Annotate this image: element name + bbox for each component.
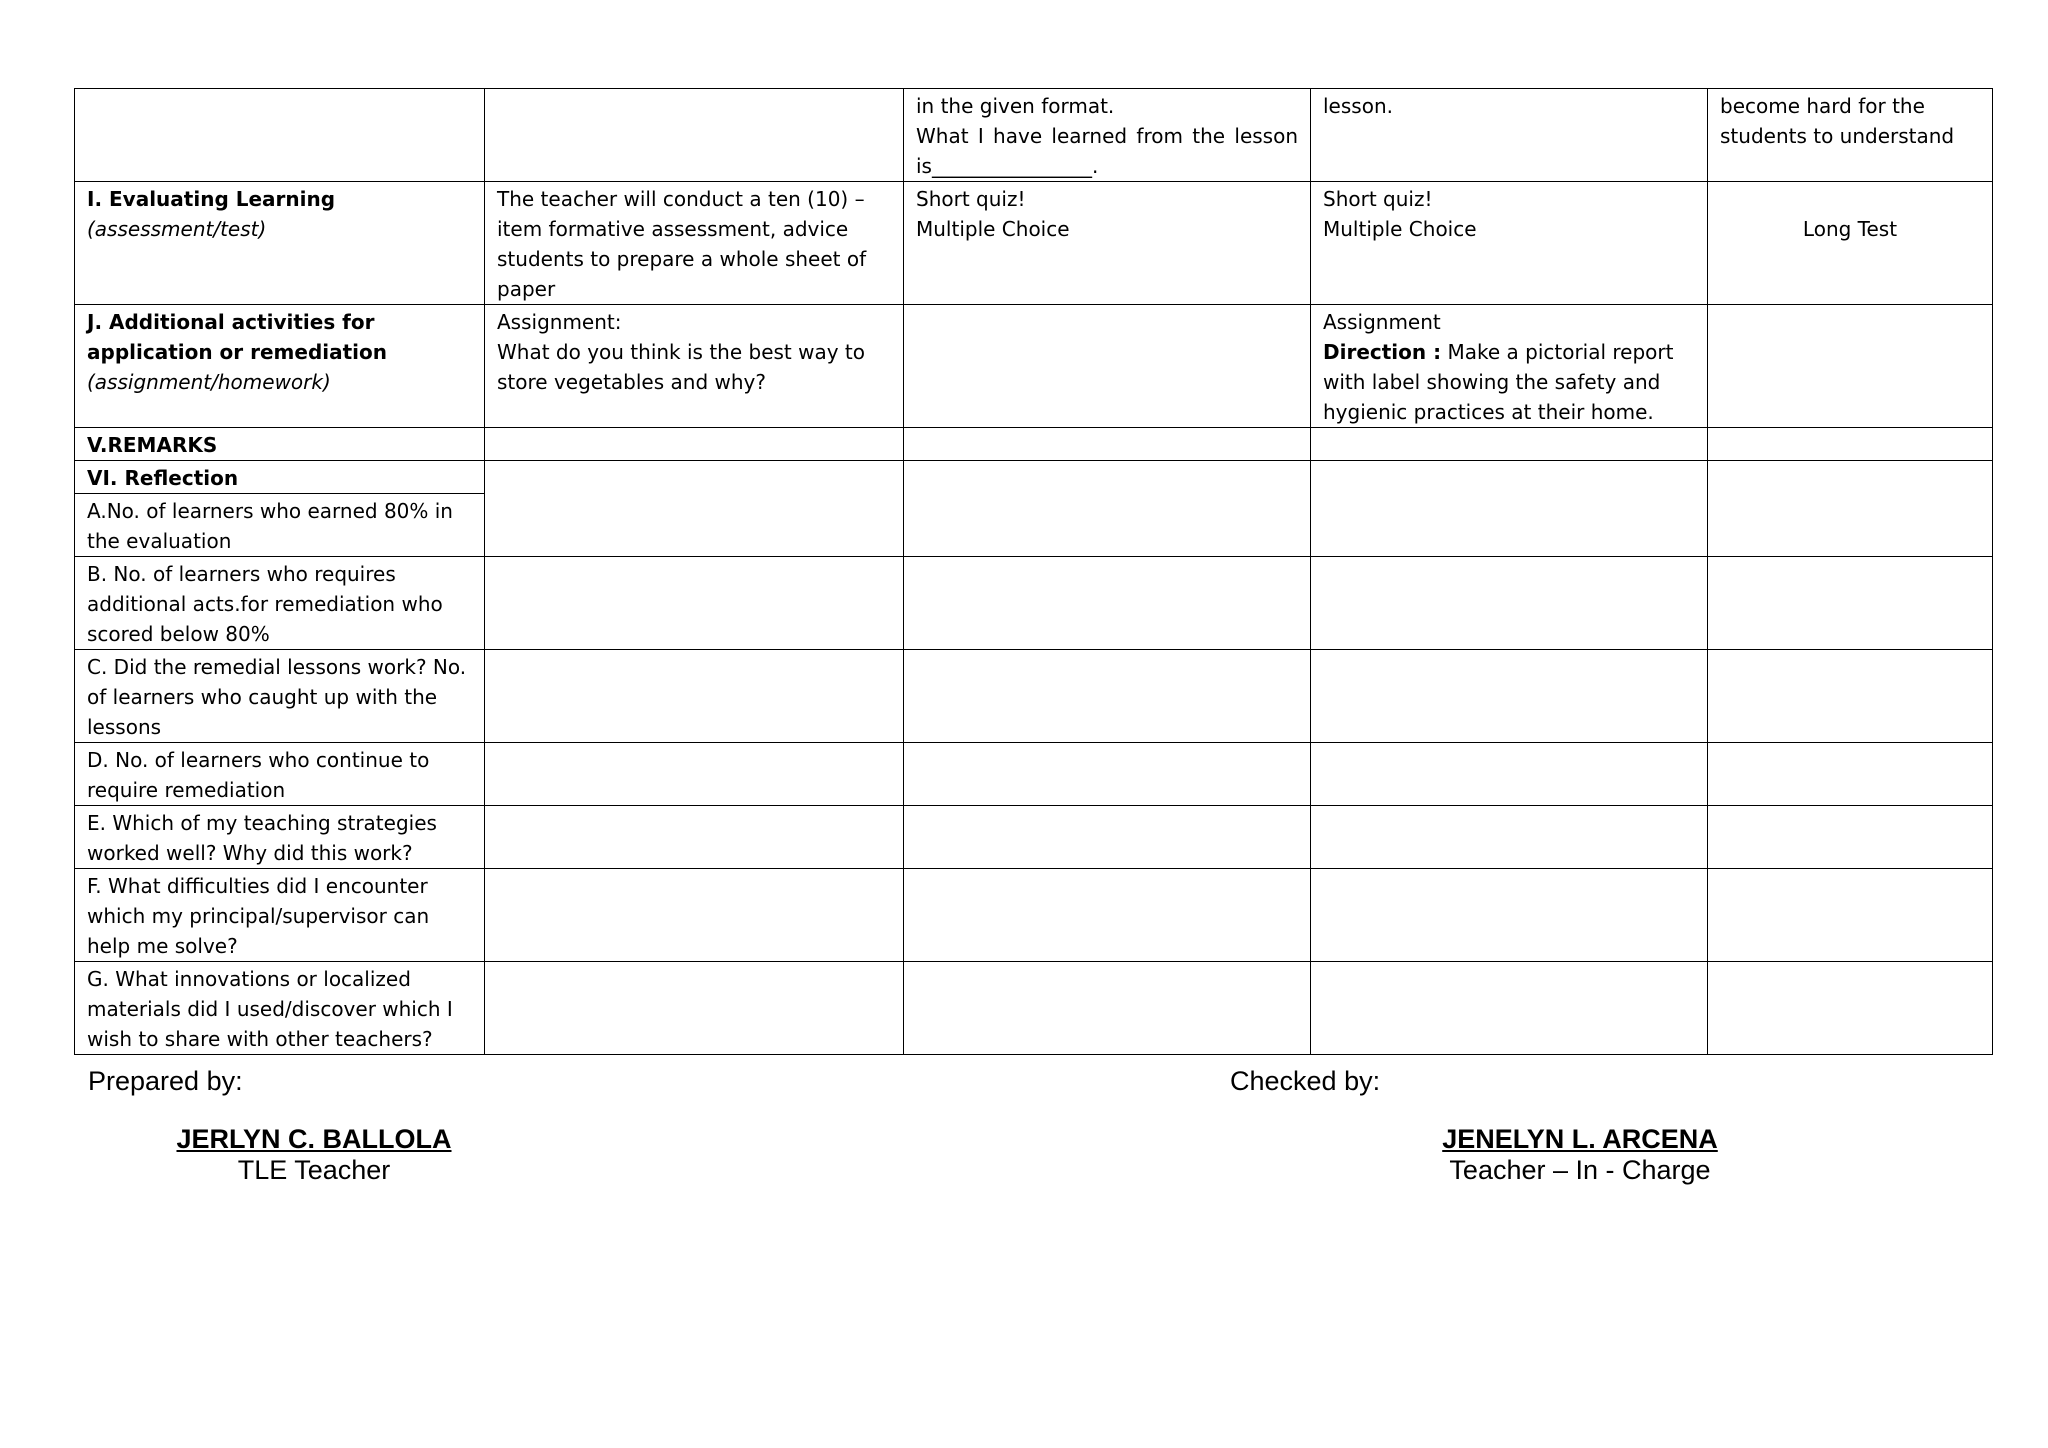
table-cell [1311,806,1708,869]
reflection-question: D. No. of learners who continue to require remediation [87,748,430,802]
remarks-row [75,428,1993,461]
table-cell [904,182,1311,305]
row-label-cell [75,557,485,650]
cell-text: Assignment [1323,310,1441,334]
table-cell [1311,461,1708,557]
table-cell [1708,650,1993,743]
cell-text: The teacher will conduct a ten (10) – item formative assessment, advice students to prepare a whole sheet of paper [497,187,867,301]
table-cell [904,869,1311,962]
cell-text: What I have learned from the lesson [916,124,1298,148]
reflection-row [75,962,1993,1055]
additional-activities-row [75,305,1993,428]
cell-text [1323,337,1695,427]
table-cell [904,806,1311,869]
row-label-cell [75,962,485,1055]
table-cell [485,806,904,869]
table-cell [904,428,1311,461]
table-cell [1311,743,1708,806]
table-cell [1708,461,1993,557]
row-label-cell [75,806,485,869]
checked-by-role: Teacher – In - Charge [1449,1155,1711,1185]
reflection-header-row [75,461,1993,494]
row-label-cell [75,650,485,743]
table-cell [485,89,904,182]
table-cell [1311,869,1708,962]
cell-text: is________________. [916,154,1099,178]
row-label-cell [75,743,485,806]
table-cell [904,650,1311,743]
table-cell [485,461,904,557]
table-cell [1311,650,1708,743]
cell-text: students to understand [1720,124,1955,148]
lesson-log-table [74,88,1993,1055]
direction-label: Direction : [1323,340,1442,364]
table-cell [904,89,1311,182]
prepared-by-name: JERLYN C. BALLOLA [176,1124,452,1154]
row-label: V.REMARKS [87,433,218,457]
table-cell [1708,89,1993,182]
reflection-row [75,806,1993,869]
row-label: VI. Reflection [87,466,239,490]
table-cell [485,869,904,962]
table-cell [1311,428,1708,461]
row-label-cell [75,428,485,461]
table-cell [1708,806,1993,869]
table-cell [904,461,1311,557]
reflection-question: C. Did the remedial lessons work? No. of learners who caught up with the lessons [87,655,467,739]
table-cell [904,962,1311,1055]
table-cell [485,557,904,650]
row-label: I. Evaluating Learning [87,187,336,211]
cell-text: lesson. [1323,94,1393,118]
table-cell [1708,305,1993,428]
reflection-row [75,650,1993,743]
table-cell [1708,182,1993,305]
row-label-cell [75,305,485,428]
table-cell [1708,557,1993,650]
checked-by-block [1300,1124,1860,1186]
table-cell [485,743,904,806]
cell-text: Long Test [1802,217,1898,241]
table-cell [485,962,904,1055]
table-cell [75,89,485,182]
cell-text: Short quiz! [1323,187,1433,211]
table-cell [1311,962,1708,1055]
table-cell [1708,428,1993,461]
cell-text: Multiple Choice [916,217,1070,241]
table-cell [485,182,904,305]
table-cell [485,428,904,461]
table-cell [904,743,1311,806]
prepared-by-label: Prepared by: [88,1066,243,1096]
table-cell [1311,182,1708,305]
checked-by-label: Checked by: [1230,1066,1381,1096]
reflection-question: A.No. of learners who earned 80% in the evaluation [87,499,453,553]
checked-by-name: JENELYN L. ARCENA [1442,1124,1718,1154]
direction-text: Make a pictorial report with label showing the safety and hygienic practices at their home. [1323,340,1674,424]
reflection-question: G. What innovations or localized materials did I used/discover which I wish to share with other teachers? [87,967,453,1051]
table-cell [1311,89,1708,182]
reflection-row [75,743,1993,806]
table-cell [485,650,904,743]
reflection-question: F. What difficulties did I encounter which my principal/supervisor can help me solve? [87,874,430,958]
row-label-cell [75,494,485,557]
table-cell [1708,869,1993,962]
reflection-row [75,557,1993,650]
cell-text: in the given format. [916,94,1115,118]
row-label-cell [75,182,485,305]
reflection-question: E. Which of my teaching strategies worked well? Why did this work? [87,811,437,865]
cell-text: Multiple Choice [1323,217,1477,241]
prepared-by-block [88,1124,540,1186]
table-cell [1311,557,1708,650]
continuation-row [75,89,1993,182]
cell-text: become hard for the [1720,94,1925,118]
row-sublabel: (assessment/test) [87,217,267,241]
cell-text: Short quiz! [916,187,1026,211]
table-cell [904,557,1311,650]
reflection-row [75,869,1993,962]
prepared-by-role: TLE Teacher [237,1155,391,1185]
row-label-cell [75,869,485,962]
lesson-log-sheet [74,88,1992,1055]
cell-text: What do you think is the best way to store vegetables and why? [497,340,866,394]
table-cell [1708,743,1993,806]
evaluating-learning-row [75,182,1993,305]
table-cell [1311,305,1708,428]
table-cell [485,305,904,428]
table-cell [904,305,1311,428]
cell-text: Assignment: [497,310,622,334]
row-label-cell [75,461,485,494]
row-sublabel: (assignment/homework) [87,370,331,394]
reflection-question: B. No. of learners who requires additional acts.for remediation who scored below 80% [87,562,443,646]
row-label: J. Additional activities for application or remediation [87,310,388,364]
table-cell [1708,962,1993,1055]
